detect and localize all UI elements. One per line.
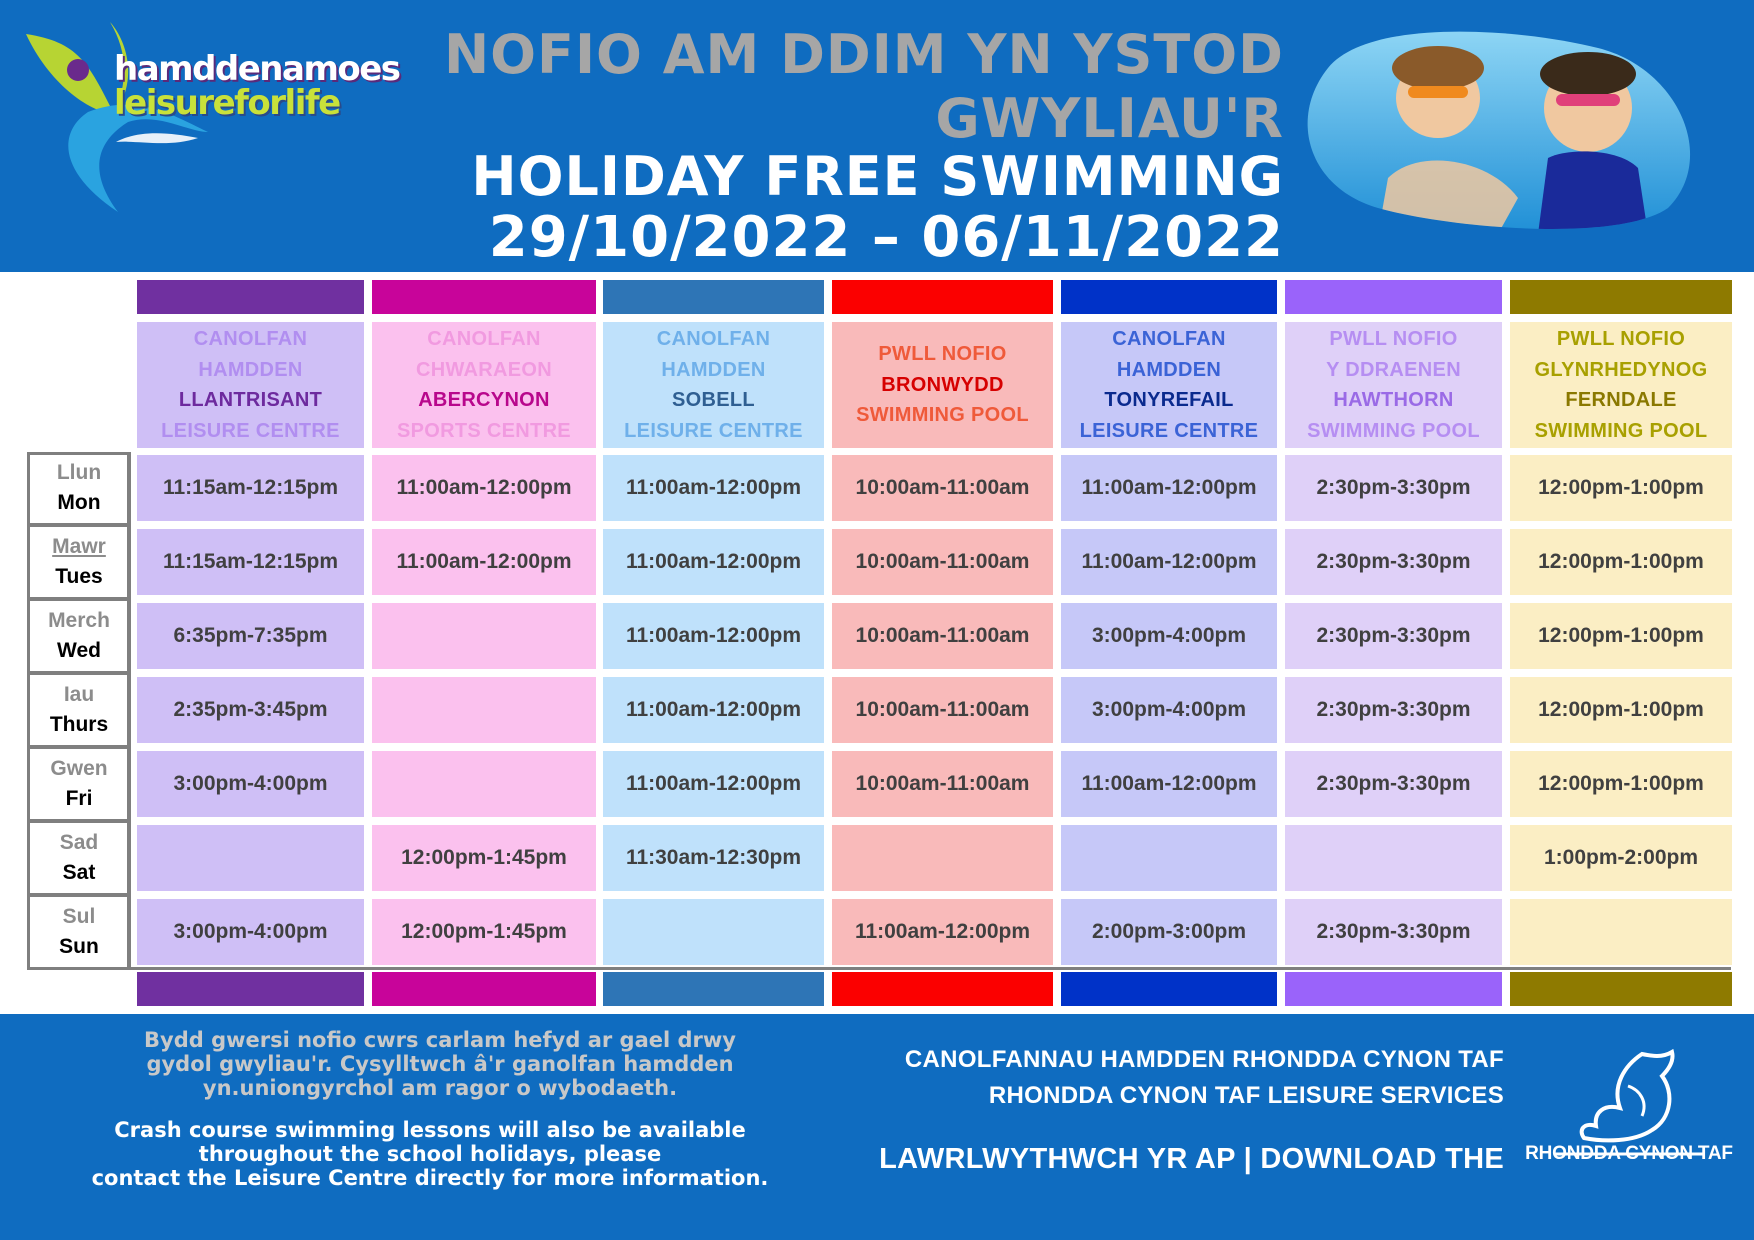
session-cell: 1:00pm-2:00pm [1510, 825, 1732, 891]
column-color-bar-bottom [372, 972, 596, 1006]
lessons-note-english [60, 1118, 800, 1190]
centre-header [832, 322, 1053, 448]
note-line: Bydd gwersi nofio cwrs carlam hefyd ar gael drwy [144, 1028, 736, 1052]
session-cell: 11:15am-12:15pm [137, 529, 364, 595]
centre-name-line: ABERCYNON [418, 389, 550, 411]
day-divider [27, 523, 131, 527]
session-cell: 2:30pm-3:30pm [1285, 603, 1502, 669]
centre-name-line: BRONWYDD [881, 373, 1004, 396]
leisure-for-life-logo [18, 22, 400, 222]
centre-name-line: LEISURE CENTRE [1079, 419, 1259, 442]
column-color-bar-top [832, 280, 1053, 314]
centre-name-line: SWIMMING POOL [1307, 419, 1480, 442]
session-cell: 2:30pm-3:30pm [1285, 677, 1502, 743]
logo-text-welsh: hamddenamoes [114, 49, 400, 89]
session-cell: 10:00am-11:00am [832, 603, 1053, 669]
session-cell: 11:00am-12:00pm [1061, 751, 1277, 817]
centre-header [1510, 322, 1732, 448]
session-cell: 11:00am-12:00pm [1061, 455, 1277, 521]
session-cell: 3:00pm-4:00pm [1061, 677, 1277, 743]
day-welsh: Gwen [50, 757, 108, 780]
centre-name-line: GLYNRHEDYNOG [1534, 358, 1708, 381]
logo-text-english: leisureforlife [114, 83, 340, 123]
session-cell: 12:00pm-1:00pm [1510, 529, 1732, 595]
lessons-note-welsh [70, 1028, 810, 1100]
day-welsh: Mawr [52, 535, 106, 558]
session-cell [1510, 899, 1732, 965]
centre-name-line: TONYREFAIL [1104, 389, 1234, 411]
column-color-bar-top [1285, 280, 1502, 314]
day-welsh: Merch [48, 609, 110, 632]
title-welsh-line1: NOFIO AM DDIM YN YSTOD [443, 23, 1284, 86]
day-divider [27, 745, 131, 749]
centre-name-line: CANOLFAN [427, 328, 541, 350]
session-cell: 6:35pm-7:35pm [137, 603, 364, 669]
centre-name-line: CANOLFAN [656, 328, 771, 350]
session-cell: 11:00am-12:00pm [603, 751, 824, 817]
session-cell: 11:15am-12:15pm [137, 455, 364, 521]
day-label [27, 526, 131, 598]
session-cell [372, 603, 596, 669]
centre-name-line: FERNDALE [1565, 389, 1677, 411]
session-cell: 12:00pm-1:00pm [1510, 603, 1732, 669]
centre-name-line: CANOLFAN [193, 328, 308, 350]
session-cell: 2:30pm-3:30pm [1285, 455, 1502, 521]
session-cell: 3:00pm-4:00pm [1061, 603, 1277, 669]
centre-name-line: HAMDDEN [198, 358, 303, 381]
session-cell: 2:30pm-3:30pm [1285, 529, 1502, 595]
column-color-bar-bottom [1510, 972, 1732, 1006]
session-cell: 11:00am-12:00pm [1061, 529, 1277, 595]
day-english: Wed [57, 639, 101, 662]
date-range: 29/10/2022 – 06/11/2022 [488, 205, 1284, 270]
swimming-children-photo [1298, 28, 1698, 234]
session-cell: 2:35pm-3:45pm [137, 677, 364, 743]
column-color-bar-top [1061, 280, 1277, 314]
column-color-bar-bottom [832, 972, 1053, 1006]
day-divider [27, 893, 131, 897]
centre-name-line: SWIMMING POOL [1534, 419, 1708, 442]
session-cell: 11:00am-12:00pm [603, 603, 824, 669]
centre-name-line: LEISURE CENTRE [161, 419, 340, 442]
note-line: Crash course swimming lessons will also be available [114, 1118, 746, 1142]
day-label [27, 748, 131, 820]
session-cell: 12:00pm-1:45pm [372, 899, 596, 965]
services-english: RHONDDA CYNON TAF LEISURE SERVICES [988, 1082, 1504, 1109]
session-cell: 11:00am-12:00pm [832, 899, 1053, 965]
day-divider [27, 671, 131, 675]
centre-name-line: SOBELL [672, 389, 755, 411]
day-label [27, 896, 131, 968]
session-cell: 3:00pm-4:00pm [137, 751, 364, 817]
day-label [27, 674, 131, 746]
session-cell: 10:00am-11:00am [832, 529, 1053, 595]
centre-name-line: PWLL NOFIO [1556, 328, 1686, 350]
day-english: Sat [62, 861, 96, 884]
session-cell: 2:30pm-3:30pm [1285, 899, 1502, 965]
day-divider [27, 597, 131, 601]
day-divider [27, 819, 131, 823]
header-banner [0, 0, 1754, 272]
column-color-bar-top [137, 280, 364, 314]
session-cell: 3:00pm-4:00pm [137, 899, 364, 965]
column-color-bar-bottom [603, 972, 824, 1006]
day-english: Sun [59, 935, 99, 958]
session-cell [832, 825, 1053, 891]
day-welsh: Iau [63, 683, 95, 706]
column-color-bar-bottom [1061, 972, 1277, 1006]
centre-header [372, 322, 596, 448]
day-english: Tues [55, 565, 103, 588]
column-color-bar-top [603, 280, 824, 314]
centre-name-line: LEISURE CENTRE [624, 419, 803, 442]
dragon-crest-icon [1524, 1046, 1734, 1186]
centre-name-line: SPORTS CENTRE [397, 419, 571, 442]
session-cell: 2:00pm-3:00pm [1061, 899, 1277, 965]
session-cell: 11:00am-12:00pm [603, 677, 824, 743]
centre-name-line: Y DDRAENEN [1326, 358, 1461, 381]
column-color-bar-top [372, 280, 596, 314]
session-cell: 11:00am-12:00pm [603, 455, 824, 521]
day-label [27, 600, 131, 672]
session-cell [372, 677, 596, 743]
session-cell: 12:00pm-1:00pm [1510, 455, 1732, 521]
day-english: Thurs [49, 713, 109, 736]
centre-name-line: HAMDDEN [1116, 358, 1222, 381]
session-cell: 10:00am-11:00am [832, 751, 1053, 817]
services-welsh: CANOLFANNAU HAMDDEN RHONDDA CYNON TAF [904, 1046, 1504, 1073]
session-cell: 2:30pm-3:30pm [1285, 751, 1502, 817]
day-label [27, 452, 131, 524]
download-app-text: LAWRLWYTHWCH YR AP | DOWNLOAD THE [879, 1143, 1504, 1175]
column-color-bar-bottom [137, 972, 364, 1006]
centre-name-line: HAWTHORN [1333, 389, 1454, 411]
day-welsh: Sul [62, 905, 96, 928]
session-cell [1061, 825, 1277, 891]
column-color-bar-bottom [1285, 972, 1502, 1006]
centre-header [1061, 322, 1277, 448]
title-welsh-line2: GWYLIAU'R [935, 87, 1284, 150]
council-name: RHONDDA CYNON TAF [1525, 1143, 1733, 1164]
day-welsh: Llun [56, 461, 102, 484]
session-cell: 11:00am-12:00pm [372, 455, 596, 521]
note-line: yn.uniongyrchol am ragor o wybodaeth. [202, 1076, 678, 1100]
day-english: Fri [65, 787, 93, 810]
session-cell: 11:00am-12:00pm [372, 529, 596, 595]
centre-name-line: PWLL NOFIO [1329, 328, 1458, 350]
session-cell [603, 899, 824, 965]
day-label [27, 822, 131, 894]
centre-name-line: HAMDDEN [661, 358, 766, 381]
table-bottom-border [131, 967, 1731, 970]
centre-header [137, 322, 364, 448]
session-cell: 12:00pm-1:00pm [1510, 677, 1732, 743]
title-english: HOLIDAY FREE SWIMMING [471, 145, 1284, 208]
centre-header [603, 322, 824, 448]
centre-name-line: CHWARAEON [415, 358, 553, 381]
session-cell [372, 751, 596, 817]
day-english: Mon [57, 491, 101, 514]
note-line: throughout the school holidays, please [198, 1142, 662, 1166]
session-cell [137, 825, 364, 891]
centre-header [1285, 322, 1502, 448]
centre-name-line: SWIMMING POOL [856, 404, 1029, 427]
session-cell: 12:00pm-1:00pm [1510, 751, 1732, 817]
note-line: contact the Leisure Centre directly for more information. [91, 1166, 769, 1190]
session-cell: 10:00am-11:00am [832, 455, 1053, 521]
session-cell [1285, 825, 1502, 891]
day-welsh: Sad [59, 831, 99, 854]
note-line: gydol gwyliau'r. Cysylltwch â'r ganolfan hamdden [146, 1052, 734, 1076]
session-cell: 12:00pm-1:45pm [372, 825, 596, 891]
centre-name-line: LLANTRISANT [178, 389, 323, 411]
session-cell: 11:00am-12:00pm [603, 529, 824, 595]
column-color-bar-top [1510, 280, 1732, 314]
centre-name-line: CANOLFAN [1112, 328, 1226, 350]
session-cell: 11:30am-12:30pm [603, 825, 824, 891]
centre-name-line: PWLL NOFIO [878, 343, 1007, 366]
session-cell: 10:00am-11:00am [832, 677, 1053, 743]
